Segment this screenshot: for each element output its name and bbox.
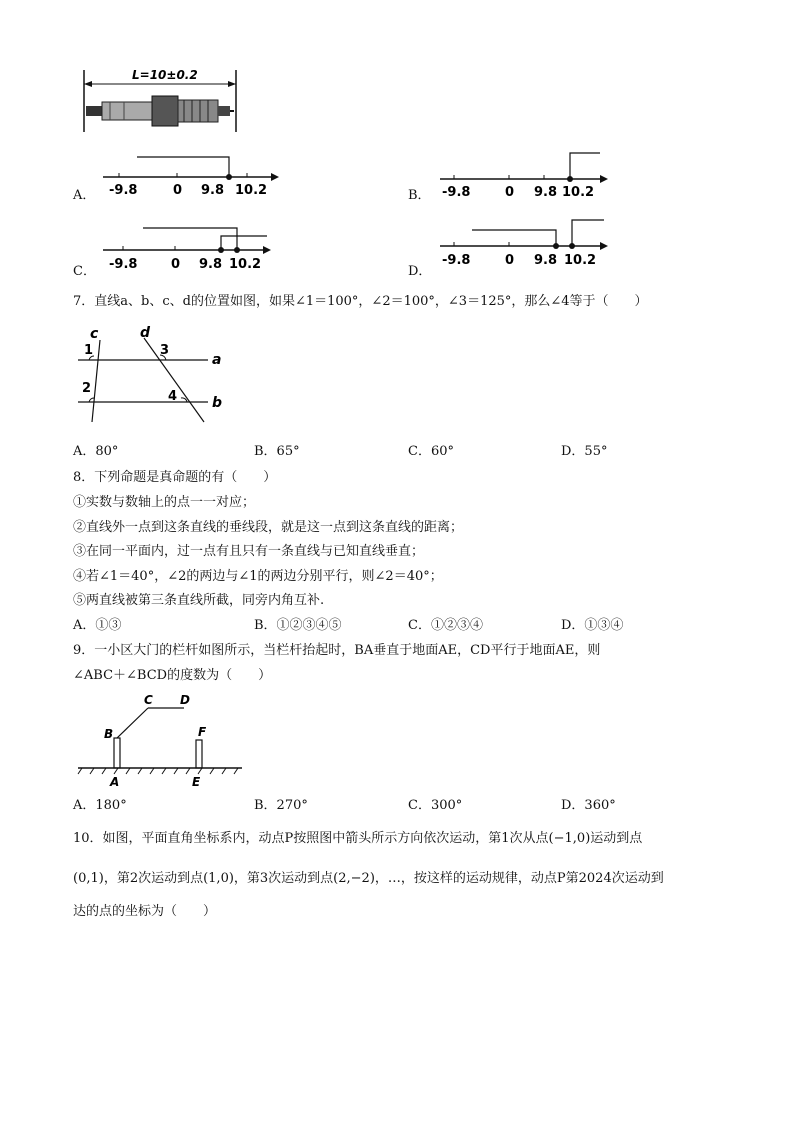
q8-option-c[interactable]: C．①②③④: [408, 618, 483, 633]
spark-plug-figure: [80, 62, 240, 134]
tick-label: -9.8: [109, 183, 138, 198]
tick-label: 0: [171, 257, 181, 272]
q6-option-a-numberline: [95, 150, 285, 200]
q9-option-c[interactable]: C．300°: [408, 798, 463, 813]
tick-label: 10.2: [235, 183, 268, 198]
q7-option-b[interactable]: B．65°: [254, 444, 300, 459]
label-4: 4: [168, 389, 178, 404]
q9-option-b[interactable]: B．270°: [254, 798, 308, 813]
tick-label: -9.8: [442, 185, 471, 200]
tick-label: 0: [173, 183, 183, 198]
label-b: b: [212, 395, 223, 411]
label-a: a: [212, 352, 222, 368]
tick-label: 9.8: [534, 253, 558, 268]
tick-label: 0: [505, 253, 515, 268]
label-c: c: [90, 326, 99, 342]
label-d: d: [140, 325, 151, 341]
tick-label: -9.8: [109, 257, 138, 272]
q6-option-a-letter[interactable]: A．: [73, 188, 96, 203]
q8-item-2: ②直线外一点到这条直线的垂线段，就是这一点到这条直线的距离；: [73, 520, 464, 535]
q9-stem-line1: 9．一小区大门的栏杆如图所示，当栏杆抬起时，BA垂直于地面AE，CD平行于地面AE，则: [73, 643, 601, 658]
tick-label: 10.2: [564, 253, 597, 268]
tick-label: 9.8: [199, 257, 223, 272]
label-C: C: [144, 693, 153, 707]
q10-line2: (0,1)，第2次运动到点(1,0)，第3次运动到点(2,−2)，…，按这样的运动规律，动点P第2024次运动到: [73, 871, 664, 886]
tick-label: -9.8: [442, 253, 471, 268]
label-2: 2: [82, 381, 92, 396]
label-B: B: [104, 727, 114, 741]
label-F: F: [198, 725, 207, 739]
q10-line1: 10．如图，平面直角坐标系内，动点P按照图中箭头所示方向依次运动，第1次从点(−1,0)运动到点: [73, 831, 643, 846]
tick-label: 10.2: [562, 185, 595, 200]
q6-option-d-numberline: [432, 218, 622, 270]
q7-option-d[interactable]: D．55°: [561, 444, 608, 459]
label-A: A: [110, 775, 120, 789]
q9-option-a[interactable]: A．180°: [73, 798, 127, 813]
label-1: 1: [84, 343, 94, 358]
tick-label: 0: [505, 185, 515, 200]
label-3: 3: [160, 343, 170, 358]
q8-item-1: ①实数与数轴上的点一一对应；: [73, 495, 256, 510]
tick-label: 9.8: [534, 185, 558, 200]
q8-option-b[interactable]: B．①②③④⑤: [254, 618, 342, 633]
label-D: D: [180, 693, 190, 707]
q7-option-c[interactable]: C．60°: [408, 444, 454, 459]
q8-item-4: ④若∠1＝40°，∠2的两边与∠1的两边分别平行，则∠2＝40°；: [73, 569, 443, 584]
tick-label: 9.8: [201, 183, 225, 198]
q8-option-a[interactable]: A．①③: [73, 618, 122, 633]
q6-option-d-letter[interactable]: D．: [408, 264, 432, 279]
q10-line3: 达的点的坐标为（ ）: [73, 904, 217, 919]
q6-option-b-numberline: [432, 150, 622, 200]
q7-figure: [74, 322, 234, 424]
q6-option-b-letter[interactable]: B．: [408, 188, 431, 203]
q8-stem: 8．下列命题是真命题的有（ ）: [73, 470, 277, 485]
q6-option-c-numberline: [95, 222, 285, 274]
q8-option-d[interactable]: D．①③④: [561, 618, 624, 633]
q8-item-5: ⑤两直线被第三条直线所截，同旁内角互补.: [73, 593, 325, 608]
q7-stem: 7．直线a、b、c、d的位置如图，如果∠1＝100°，∠2＝100°，∠3＝125°，那么∠4等于（ ）: [73, 294, 648, 309]
q8-item-3: ③在同一平面内，过一点有且只有一条直线与已知直线垂直；: [73, 544, 425, 559]
label-E: E: [192, 775, 201, 789]
tick-label: 10.2: [229, 257, 262, 272]
q9-figure: [74, 690, 246, 790]
q6-option-c-letter[interactable]: C．: [73, 264, 96, 279]
q9-option-d[interactable]: D．360°: [561, 798, 616, 813]
q9-stem-line2: ∠ABC＋∠BCD的度数为（ ）: [73, 668, 272, 683]
length-label: L=10±0.2: [132, 68, 198, 82]
q7-option-a[interactable]: A．80°: [73, 444, 119, 459]
